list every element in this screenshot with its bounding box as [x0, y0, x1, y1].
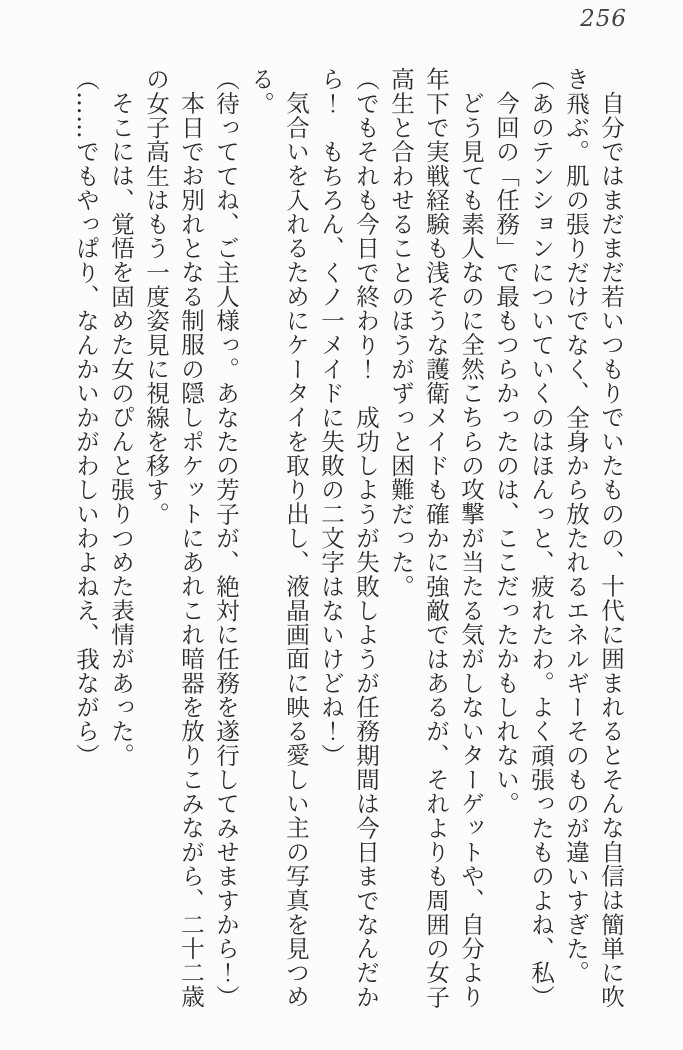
paragraph-monologue: （あのテンションについていくのはほんっと、疲れたわ。よく頑張ったものよね、私）: [527, 67, 555, 1009]
paragraph: 今回の「任務」で最もつらかったのは、ここだったかもしれない。: [492, 90, 520, 815]
paragraph-monologue: （でもそれも今日で終わり！ 成功しようが失敗しようが任務期間は今日までなんだから！ もちろん、くノ一メイドに失敗の二文字はないけどね！）: [317, 67, 380, 1009]
paragraph-monologue: （……でもやっぱり、なんかいかがわしいわよねえ、我ながら）: [72, 67, 100, 768]
text-block: [68, 67, 628, 1011]
page-number: 256: [580, 6, 627, 32]
paragraph: どう見ても素人なのに全然こちらの攻撃が当たる気がしないターゲットや、自分より年下で実戦経験も浅そうな護衛メイドも確かに強敵ではあるが、それよりも周囲の女子高生と合わせることのほうがずっと困難だった。: [387, 67, 485, 1009]
paragraph: そこには、覚悟を固めた女のぴんと張りつめた表情があった。: [107, 90, 135, 767]
paragraph: 自分ではまだまだ若いつもりでいたものの、十代に囲まれるとそんな自信は簡単に吹き飛ぶ。肌の張りだけでなく、全身から放たれるエネルギーそのものが違いすぎた。: [562, 67, 625, 1009]
paragraph-monologue: （待っててね、ご主人様っ。あなたの芳子が、絶対に任務を遂行してみせますから！）: [212, 67, 240, 1009]
paragraph: 本日でお別れとなる制服の隠しポケットにあれこれ暗器を放りこみながら、二十二歳の女子高生はもう一度姿見に視線を移す。: [142, 67, 205, 1009]
paragraph: 気合いを入れるためにケータイを取り出し、液晶画面に映る愛しい主の写真を見つめる。: [247, 67, 310, 1009]
